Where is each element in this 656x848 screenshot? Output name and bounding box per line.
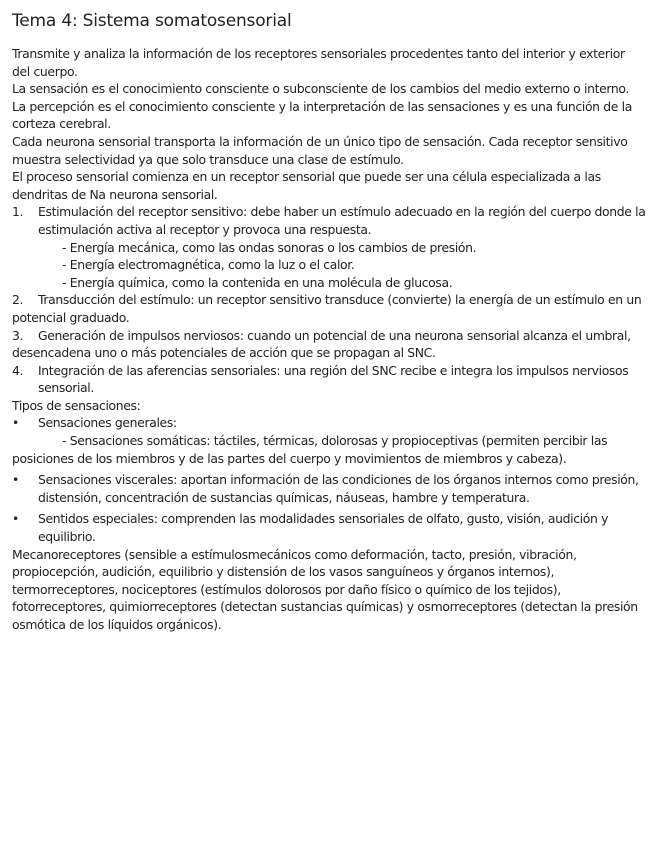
step-4: [12, 362, 646, 397]
special-text: Sentidos especiales: comprenden las modalidades sensoriales de olfato, gusto, visión, audición y equilibrio.: [38, 511, 609, 545]
bullet-icon: •: [12, 415, 19, 431]
general-label: Sensaciones generales:: [38, 415, 177, 431]
intro-paragraph-proceso: El proceso sensorial comienza en un receptor sensorial que puede ser una célula especializada a las dendritas de Na neurona sensorial.: [12, 169, 601, 202]
step-2: [12, 291, 646, 326]
receptors-paragraph: Mecanoreceptores (sensible a estímulosmecánicos como deformación, tacto, presión, vibración, propiocepción, audición, equilibrio y distensión de los vasos sanguíneos y órganos internos), termorreceptores, nociceptores (estímulos dolorosos por daño físico o químico de los tejidos), fotorreceptores, quimiorreceptores (detectan sustancias químicas) y osmorreceptores (detectan la presión osmótica de los líquidos orgánicos).: [12, 546, 638, 632]
document-body: [12, 45, 646, 634]
step-4-text: Integración de las aferencias sensoriales: una región del SNC recibe e integra los impulsos nerviosos sensorial.: [38, 362, 629, 396]
visceral-text: Sensaciones viscerales: aportan información de las condiciones de los órganos internos como presión, distensión, concentración de sustancias químicas, náuseas, hambre y temperatura.: [38, 472, 639, 505]
step-3-text: Generación de impulsos nerviosos: cuando un potencial de una neurona sensorial alcanza el umbral, desencadena uno o más potenciales de acción que se propagan al SNC.: [12, 327, 631, 361]
step-2-text: Transducción del estímulo: un receptor sensitivo transduce (convierte) la energía de un estímulo en un potencial graduado.: [12, 292, 642, 325]
intro-paragraph-transmite: Transmite y analiza la información de los receptores sensoriales procedentes tanto del interior y exterior del cuerpo.: [12, 46, 625, 79]
energy-mecanica: - Energía mecánica, como las ondas sonoras o los cambios de presión.: [62, 239, 477, 255]
page-title: Tema 4: Sistema somatosensorial: [12, 11, 292, 31]
energy-electromagnetica: - Energía electromagnética, como la luz o el calor.: [62, 257, 355, 273]
step-3-number: 3.: [12, 327, 24, 343]
intro-paragraph-percepcion: La percepción es el conocimiento consciente y la interpretación de las sensaciones y es una función de la corteza cerebral.: [12, 98, 632, 132]
step-4-number: 4.: [12, 362, 24, 378]
general-detail: - Sensaciones somáticas: táctiles, térmicas, dolorosas y propioceptivas (permiten percibir las posiciones de los miembros y de las partes del cuerpo y movimientos de miembros y cabeza).: [12, 433, 608, 466]
step-2-number: 2.: [12, 292, 24, 308]
step-3: [12, 327, 646, 362]
intro-paragraph-sensacion: La sensación es el conocimiento consciente o subconsciente de los cambios del medio externo o interno.: [12, 81, 629, 97]
step-1-text: Estimulación del receptor sensitivo: debe haber un estímulo adecuado en la región del cuerpo donde la estimulación activa al receptor y provoca una respuesta.: [38, 204, 646, 237]
energy-quimica: - Energía química, como la contenida en una molécula de glucosa.: [62, 274, 453, 290]
step-1: [12, 203, 646, 238]
bullet-general: [12, 414, 646, 432]
bullet-icon: •: [12, 511, 19, 527]
bullet-icon: •: [12, 472, 19, 488]
types-heading: Tipos de sensaciones:: [12, 397, 141, 413]
intro-paragraph-neurona: Cada neurona sensorial transporta la información de un único tipo de sensación. Cada receptor sensitivo muestra selectividad ya que solo transduce una clase de estímulo.: [12, 133, 628, 167]
bullet-special: [12, 510, 646, 545]
bullet-visceral: [12, 471, 646, 506]
step-1-number: 1.: [12, 204, 24, 220]
